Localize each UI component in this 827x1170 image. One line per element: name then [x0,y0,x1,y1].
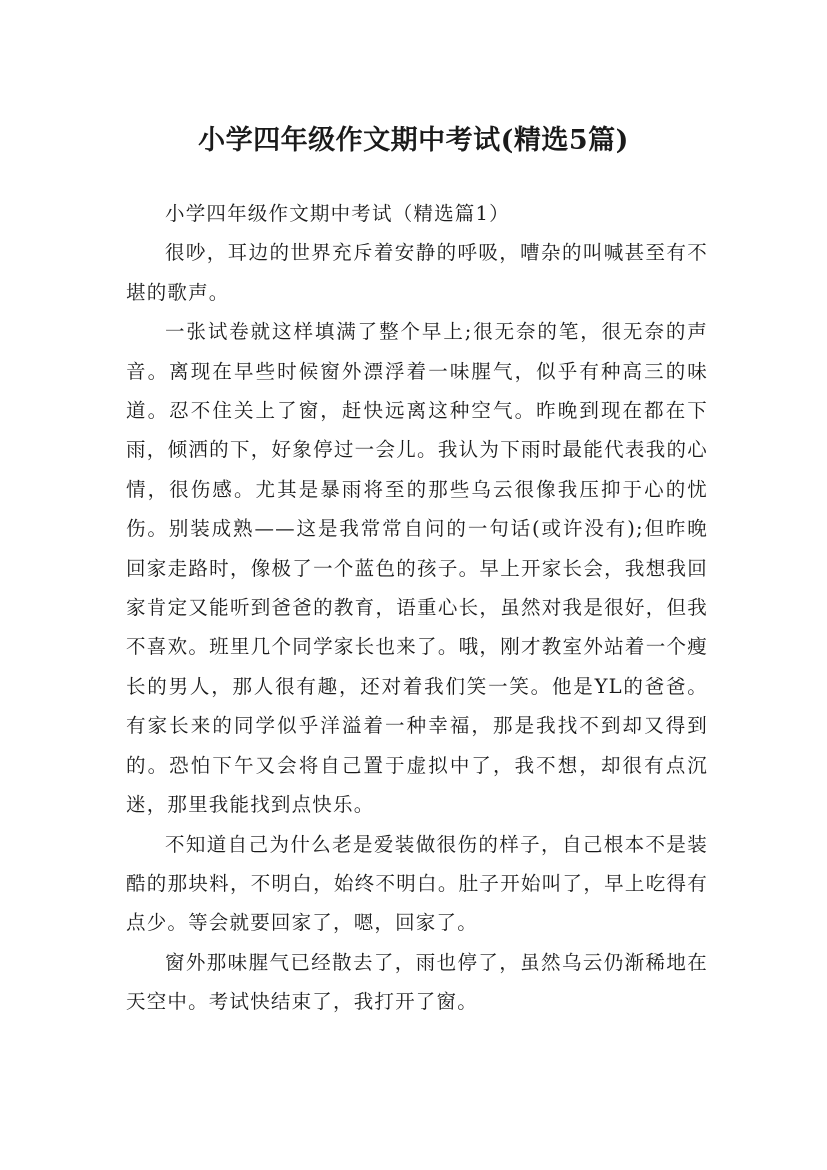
document-body [126,194,708,1022]
paragraph-4: 窗外那味腥气已经散去了，雨也停了，虽然乌云仍渐稀地在天空中。考试快结束了，我打开了窗。 [126,950,708,1014]
section-subtitle: 小学四年级作文期中考试（精选篇1） [165,202,510,225]
paragraph-3: 不知道自己为什么老是爱装做很伤的样子，自己根本不是装酷的那块料，不明白，始终不明白。肚子开始叫了，早上吃得有点少。等会就要回家了，嗯，回家了。 [126,832,708,935]
document-title: 小学四年级作文期中考试(精选5篇) [198,125,629,157]
paragraph-2: 一张试卷就这样填满了整个早上;很无奈的笔，很无奈的声音。离现在早些时候窗外漂浮着一味腥气，似乎有种高三的味道。忍不住关上了窗，赶快远离这种空气。昨晚到现在都在下雨，倾洒的下，好象停过一会儿。我认为下雨时最能代表我的心情，很伤感。尤其是暴雨将至的那些乌云很像我压抑于心的忧伤。别装成熟——这是我常常自问的一句话(或许没有);但昨晚回家走路时，像极了一个蓝色的孩子。早上开家长会，我想我回家肯定又能听到爸爸的教育，语重心长，虽然对我是很好，但我不喜欢。班里几个同学家长也来了。哦，刚才教室外站着一个瘦长的男人，那人很有趣，还对着我们笑一笑。他是YL的爸爸。有家长来的同学似乎洋溢着一种幸福，那是我找不到却又得到的。恐怕下午又会将自己置于虚拟中了，我不想，却很有点沉迷，那里我能找到点快乐。 [126,320,708,817]
paragraph-1: 很吵，耳边的世界充斥着安静的呼吸，嘈杂的叫喊甚至有不堪的歌声。 [126,241,708,304]
